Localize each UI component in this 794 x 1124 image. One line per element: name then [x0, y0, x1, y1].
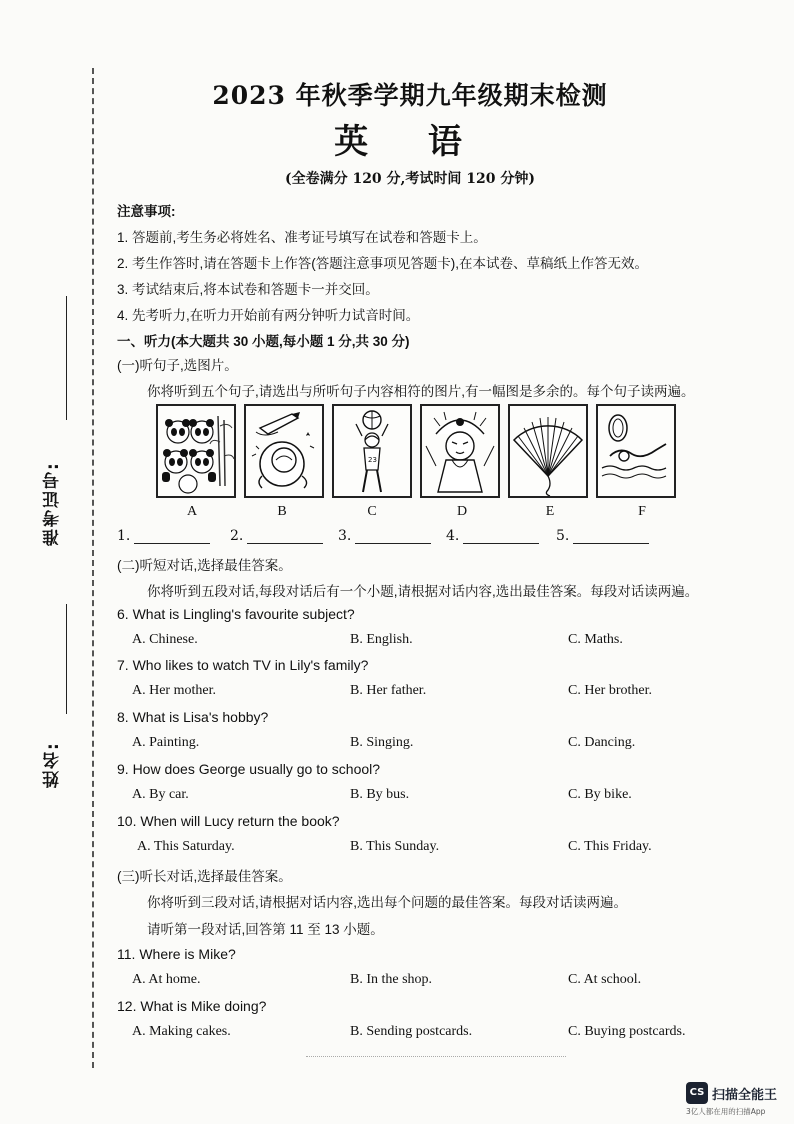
folding-fan-icon	[508, 404, 588, 498]
option-10a[interactable]: A. This Saturday.	[137, 839, 235, 854]
answer-line[interactable]	[134, 530, 210, 544]
pandas-icon	[156, 404, 236, 498]
part2-title: (二)听短对话,选择最佳答案。	[117, 558, 292, 573]
name-label: 姓名:	[43, 741, 63, 788]
notice-item: 3. 考试结束后,将本试卷和答题卡一并交回。	[117, 282, 379, 297]
opera-mask-icon	[420, 404, 500, 498]
question-7: 7. Who likes to watch TV in Lily's family?	[117, 657, 369, 673]
notice-item: 4. 先考听力,在听力开始前有两分钟听力试音时间。	[117, 308, 420, 323]
option-10c[interactable]: C. This Friday.	[568, 839, 652, 854]
answer-line[interactable]	[247, 530, 323, 544]
question-10: 10. When will Lucy return the book?	[117, 813, 340, 829]
part3-sub-instruction: 请听第一段对话,回答第 11 至 13 小题。	[147, 922, 384, 937]
notice-heading: 注意事项:	[117, 204, 176, 219]
option-8b[interactable]: B. Singing.	[350, 735, 414, 750]
notice-item: 2. 考生作答时,请在答题卡上作答(答题注意事项见答题卡),在本试卷、草稿纸上作答无效。	[117, 256, 649, 271]
option-11a[interactable]: A. At home.	[132, 972, 201, 987]
option-10b[interactable]: B. This Sunday.	[350, 839, 440, 854]
picture-label-f: F	[638, 504, 646, 519]
picture-label-e: E	[545, 504, 555, 519]
option-6b[interactable]: B. English.	[350, 632, 413, 647]
part1-instruction: 你将听到五个句子,请选出与所听句子内容相符的图片,有一幅图是多余的。每个句子读两遍。	[147, 384, 695, 399]
exam-id-label: 准考证号:	[43, 461, 63, 546]
picture-label-a: A	[186, 504, 198, 519]
section-title: 一、听力(本大题共 30 小题,每小题 1 分,共 30 分)	[117, 334, 410, 349]
option-9c[interactable]: C. By bike.	[568, 787, 632, 802]
exam-title: 2023 年秋季学期九年级期末检测	[212, 81, 608, 110]
part3-instruction: 你将听到三段对话,请根据对话内容,选出每个问题的最佳答案。每段对话读两遍。	[147, 895, 628, 910]
question-8: 8. What is Lisa's hobby?	[117, 709, 269, 725]
name-underline	[66, 604, 67, 714]
scanner-app-name: 扫描全能王	[712, 1088, 778, 1103]
part2-instruction: 你将听到五段对话,每段对话后有一个小题,请根据对话内容,选出最佳答案。每段对话读两遍。	[147, 584, 699, 599]
option-9a[interactable]: A. By car.	[132, 787, 189, 802]
scanner-watermark	[686, 1082, 788, 1118]
part1-title: (一)听句子,选图片。	[117, 358, 238, 373]
footer-divider	[306, 1056, 566, 1057]
answer-blank-2[interactable]: 2.	[230, 528, 323, 544]
answer-blank-4[interactable]: 4.	[446, 528, 539, 544]
picture-label-b: B	[277, 504, 287, 519]
notice-item: 1. 答题前,考生务必将姓名、准考证号填写在试卷和答题卡上。	[117, 230, 487, 245]
option-6c[interactable]: C. Maths.	[568, 632, 623, 647]
option-7a[interactable]: A. Her mother.	[132, 683, 216, 698]
answer-blank-3[interactable]: 3.	[338, 528, 431, 544]
option-12a[interactable]: A. Making cakes.	[132, 1024, 231, 1039]
picture-label-d: D	[456, 504, 468, 519]
question-9: 9. How does George usually go to school?	[117, 761, 381, 777]
swimmer-icon	[596, 404, 676, 498]
question-6: 6. What is Lingling's favourite subject?	[117, 606, 355, 622]
answer-line[interactable]	[463, 530, 539, 544]
option-8c[interactable]: C. Dancing.	[568, 735, 636, 750]
option-6a[interactable]: A. Chinese.	[132, 632, 198, 647]
binding-dashed-line	[92, 68, 94, 1068]
astronaut-rocket-icon	[244, 404, 324, 498]
picture-row	[156, 404, 676, 504]
answer-blank-5[interactable]: 5.	[556, 528, 649, 544]
exam-note: (全卷满分 120 分,考试时间 120 分钟)	[284, 171, 536, 187]
exam-id-underline	[66, 296, 67, 420]
option-12b[interactable]: B. Sending postcards.	[350, 1024, 473, 1039]
basketball-player-icon	[332, 404, 412, 498]
question-12: 12. What is Mike doing?	[117, 998, 267, 1014]
option-11c[interactable]: C. At school.	[568, 972, 642, 987]
option-9b[interactable]: B. By bus.	[350, 787, 410, 802]
picture-label-c: C	[367, 504, 377, 519]
option-7c[interactable]: C. Her brother.	[568, 683, 652, 698]
answer-line[interactable]	[573, 530, 649, 544]
svg-text:23: 23	[368, 456, 377, 464]
part3-title: (三)听长对话,选择最佳答案。	[117, 869, 292, 884]
answer-line[interactable]	[355, 530, 431, 544]
scanner-tagline: 3亿人都在用的扫描App	[686, 1107, 766, 1116]
option-8a[interactable]: A. Painting.	[132, 735, 200, 750]
option-7b[interactable]: B. Her father.	[350, 683, 427, 698]
answer-blank-1[interactable]: 1.	[117, 528, 210, 544]
option-11b[interactable]: B. In the shop.	[350, 972, 433, 987]
option-12c[interactable]: C. Buying postcards.	[568, 1024, 686, 1039]
question-11: 11. Where is Mike?	[117, 946, 236, 962]
cs-logo-icon: CS	[686, 1082, 708, 1104]
subject-title: 英 语	[334, 122, 486, 162]
